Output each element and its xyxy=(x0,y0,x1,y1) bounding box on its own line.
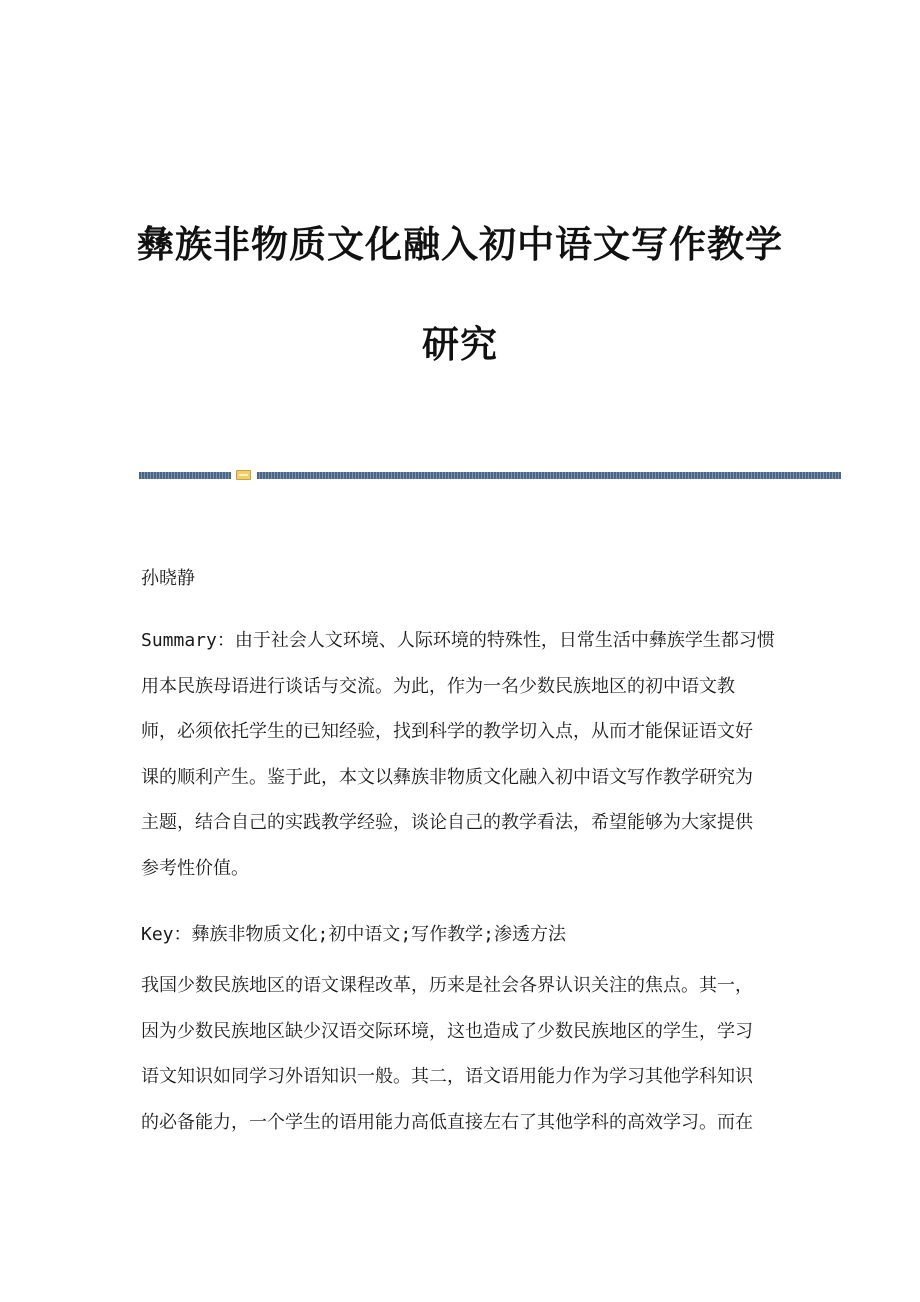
summary-line: 课的顺利产生。鉴于此，本文以彝族非物质文化融入初中语文写作教学研究为 xyxy=(141,766,753,788)
author-name: 孙晓静 xyxy=(141,568,195,589)
summary-line: 师，必须依托学生的已知经验，找到科学的教学切入点，从而才能保证语文好 xyxy=(141,721,753,742)
divider-bar-right xyxy=(257,472,841,479)
body-line: 的必备能力，一个学生的语用能力高低直接左右了其他学科的高效学习。而在 xyxy=(141,1111,753,1133)
title-divider xyxy=(139,470,841,480)
keywords-line xyxy=(141,912,781,958)
document-title-line-1: 彝族非物质文化融入初中语文写作教学 xyxy=(137,222,783,266)
body-line: 因为少数民族地区缺少汉语交际环境，这也造成了少数民族地区的学生，学习 xyxy=(141,1020,753,1042)
summary-line: 参考性价值。 xyxy=(141,857,249,879)
keywords-text: Key：彝族非物质文化;初中语文;写作教学;渗透方法 xyxy=(141,924,567,945)
divider-bar-left xyxy=(139,472,231,479)
body-line: 我国少数民族地区的语文课程改革，历来是社会各界认识关注的焦点。其一， xyxy=(141,975,753,996)
summary-line: 用本民族母语进行谈话与交流。为此，作为一名少数民族地区的初中语文教 xyxy=(141,675,735,697)
document-title-line-2: 研究 xyxy=(422,322,498,366)
divider-ornament-icon xyxy=(236,470,251,480)
summary-line: Summary：由于社会人文环境、人际环境的特殊性，日常生活中彝族学生都习惯 xyxy=(141,630,775,651)
summary-paragraph xyxy=(141,618,781,891)
body-line: 语文知识如同学习外语知识一般。其二，语文语用能力作为学习其他学科知识 xyxy=(141,1066,753,1087)
summary-line: 主题，结合自己的实践教学经验，谈论自己的教学看法，希望能够为大家提供 xyxy=(141,812,753,833)
body-paragraph xyxy=(141,963,781,1145)
